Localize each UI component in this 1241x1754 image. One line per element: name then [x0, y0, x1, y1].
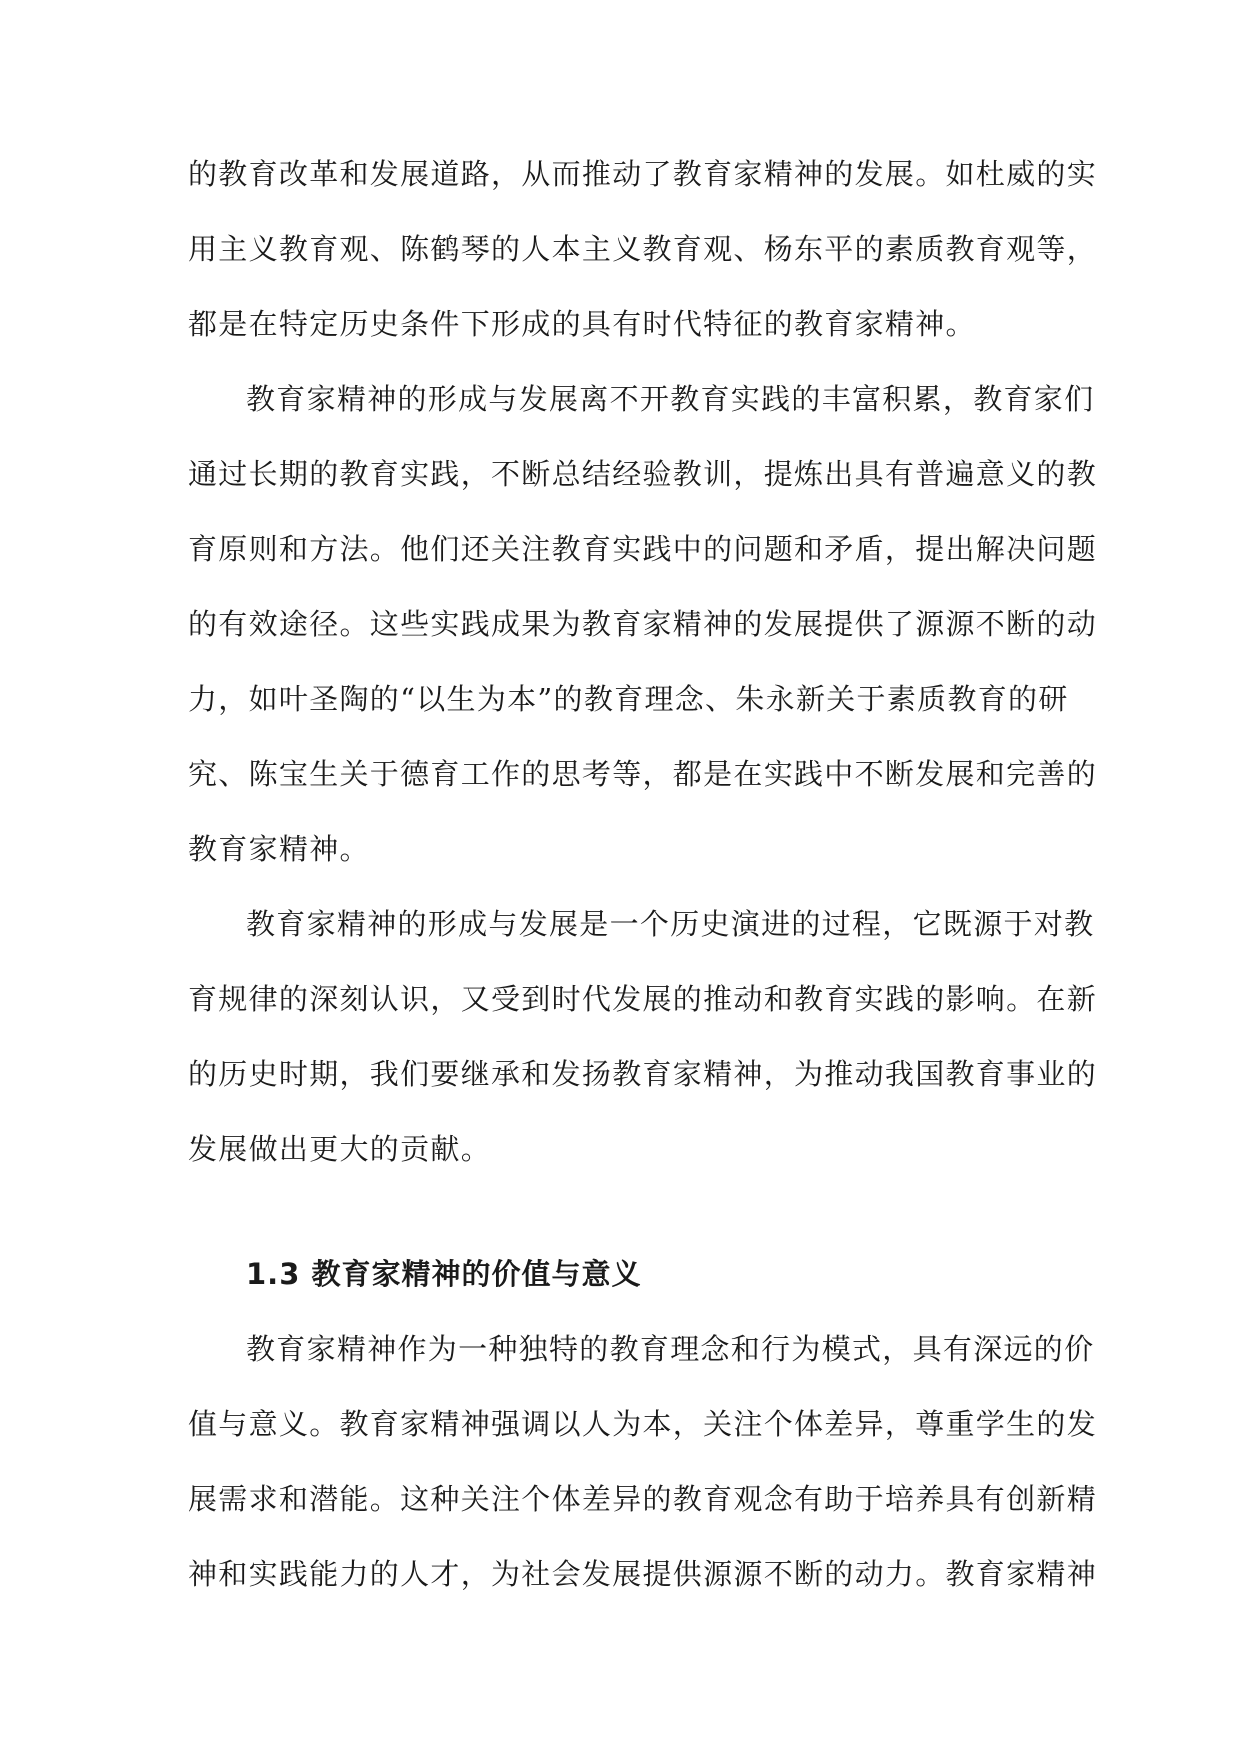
- text-line: 力，如叶圣陶的“以生为本”的教育理念、朱永新关于素质教育的研: [188, 682, 1069, 716]
- text-line: 育原则和方法。他们还关注教育实践中的问题和矛盾，提出解决问题: [188, 532, 1098, 566]
- text-line: 神和实践能力的人才，为社会发展提供源源不断的动力。教育家精神: [188, 1557, 1098, 1591]
- text-line: 的教育改革和发展道路，从而推动了教育家精神的发展。如杜威的实: [188, 157, 1098, 191]
- paragraph-3: [188, 898, 1098, 1198]
- text-line: 教育家精神的形成与发展是一个历史演进的过程，它既源于对教: [246, 907, 1095, 941]
- text-line: 教育家精神作为一种独特的教育理念和行为模式，具有深远的价: [246, 1332, 1095, 1366]
- text-line: 教育家精神。: [188, 832, 370, 866]
- paragraph-2: [188, 373, 1098, 898]
- section-heading: 1.3 教育家精神的价值与意义: [246, 1257, 642, 1291]
- paragraph-4: [188, 1323, 1098, 1623]
- text-line: 值与意义。教育家精神强调以人为本，关注个体差异，尊重学生的发: [188, 1407, 1098, 1441]
- text-line: 育规律的深刻认识，又受到时代发展的推动和教育实践的影响。在新: [188, 982, 1098, 1016]
- text-line: 用主义教育观、陈鹤琴的人本主义教育观、杨东平的素质教育观等，: [188, 232, 1098, 266]
- text-line: 教育家精神的形成与发展离不开教育实践的丰富积累，教育家们: [246, 382, 1095, 416]
- text-line: 展需求和潜能。这种关注个体差异的教育观念有助于培养具有创新精: [188, 1482, 1098, 1516]
- text-line: 的有效途径。这些实践成果为教育家精神的发展提供了源源不断的动: [188, 607, 1098, 641]
- text-line: 都是在特定历史条件下形成的具有时代特征的教育家精神。: [188, 307, 976, 341]
- text-line: 通过长期的教育实践，不断总结经验教训，提炼出具有普遍意义的教: [188, 457, 1098, 491]
- text-line: 究、陈宝生关于德育工作的思考等，都是在实践中不断发展和完善的: [188, 757, 1098, 791]
- paragraph-1: [188, 148, 1098, 373]
- text-line: 发展做出更大的贡献。: [188, 1132, 492, 1166]
- text-line: 的历史时期，我们要继承和发扬教育家精神，为推动我国教育事业的: [188, 1057, 1098, 1091]
- section-spacer: [188, 1198, 1053, 1248]
- document-body: [188, 148, 1098, 1623]
